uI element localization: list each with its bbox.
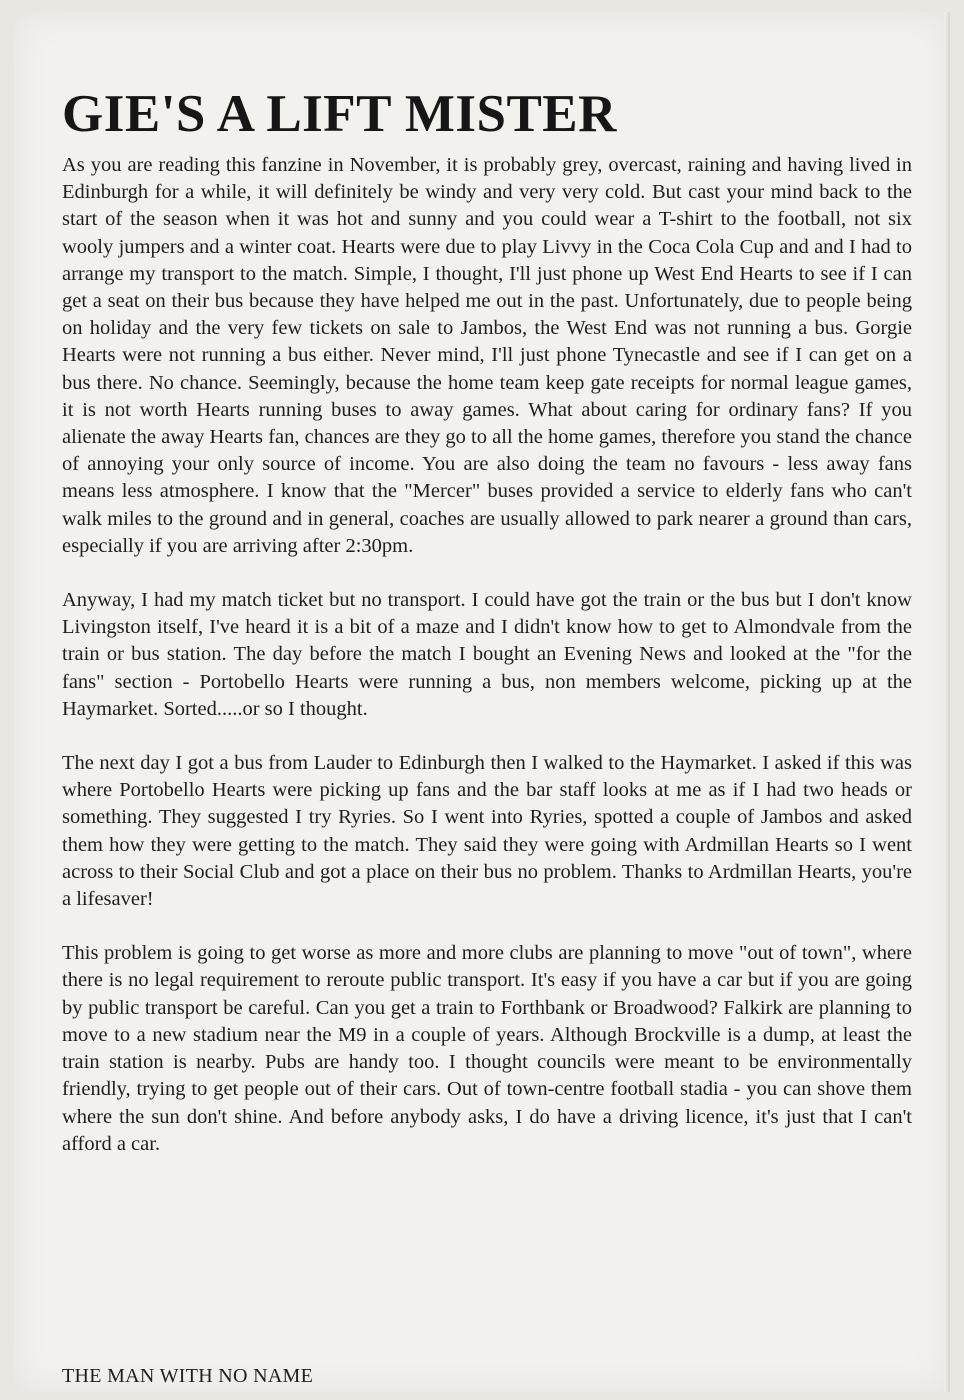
- article: [62, 82, 912, 1185]
- author-signature: THE MAN WITH NO NAME: [62, 1365, 314, 1387]
- article-paragraph-1: As you are reading this fanzine in November, it is probably grey, overcast, raining and having lived in Edinburgh for a while, it will definitely be windy and very very cold. But cast your mind back to the start of the season when it was hot and sunny and you could wear a T-shirt to the football, not six wooly jumpers and a winter coat. Hearts were due to play Livvy in the Coca Cola Cup and and I had to arrange my transport to the match. Simple, I thought, I'll just phone up West End Hearts to see if I can get a seat on their bus because they have helped me out in the past. Unfortunately, due to people being on holiday and the very few tickets on sale to Jambos, the West End was not running a bus. Gorgie Hearts were not running a bus either. Never mind, I'll just phone Tynecastle and see if I can get on a bus there. No chance. Seemingly, because the home team keep gate receipts for normal league games, it is not worth Hearts running buses to away games. What about caring for ordinary fans? If you alienate the away Hearts fan, chances are they go to all the home games, therefore you stand the chance of annoying your only source of income. You are also doing the team no favours - less away fans means less atmosphere. I know that the "Mercer" buses provided a service to elderly fans who can't walk miles to the ground and in general, coaches are usually allowed to park nearer a ground than cars, especially if you are arriving after 2:30pm.: [62, 154, 912, 557]
- article-paragraph-4: This problem is going to get worse as more and more clubs are planning to move "out of town", where there is no legal requirement to reroute public transport. It's easy if you have a car but if you are going by public transport be careful. Can you get a train to Forthbank or Broadwood? Falkirk are planning to move to a new stadium near the M9 in a couple of years. Although Brockville is a dump, at least the train station is nearby. Pubs are handy too. I thought councils were meant to be environmentally friendly, trying to get people out of their cars. Out of town-centre football stadia - you can shove them where the sun don't shine. And before anybody asks, I do have a driving licence, it's just that I can't afford a car.: [62, 942, 912, 1155]
- article-paragraph-3: The next day I got a bus from Lauder to Edinburgh then I walked to the Haymarket. I asked if this was where Portobello Hearts were picking up fans and the bar staff looks at me as if I had two heads or something. They suggested I try Ryries. So I went into Ryries, spotted a couple of Jambos and asked them how they were getting to the match. They said they were going with Ardmillan Hearts so I went across to their Social Club and got a place on their bus no problem. Thanks to Ardmillan Hearts, you're a lifesaver!: [62, 752, 912, 911]
- fanzine-page: [14, 12, 950, 1392]
- article-title: GIE'S A LIFT MISTER: [62, 85, 617, 143]
- article-paragraph-2: Anyway, I had my match ticket but no transport. I could have got the train or the bus but I don't know Livingston itself, I've heard it is a bit of a maze and I didn't know how to get to Almondvale from the train or bus station. The day before the match I bought an Evening News and looked at the "for the fans" section - Portobello Hearts were running a bus, non members welcome, picking up at the Haymarket. Sorted.....or so I thought.: [62, 589, 912, 720]
